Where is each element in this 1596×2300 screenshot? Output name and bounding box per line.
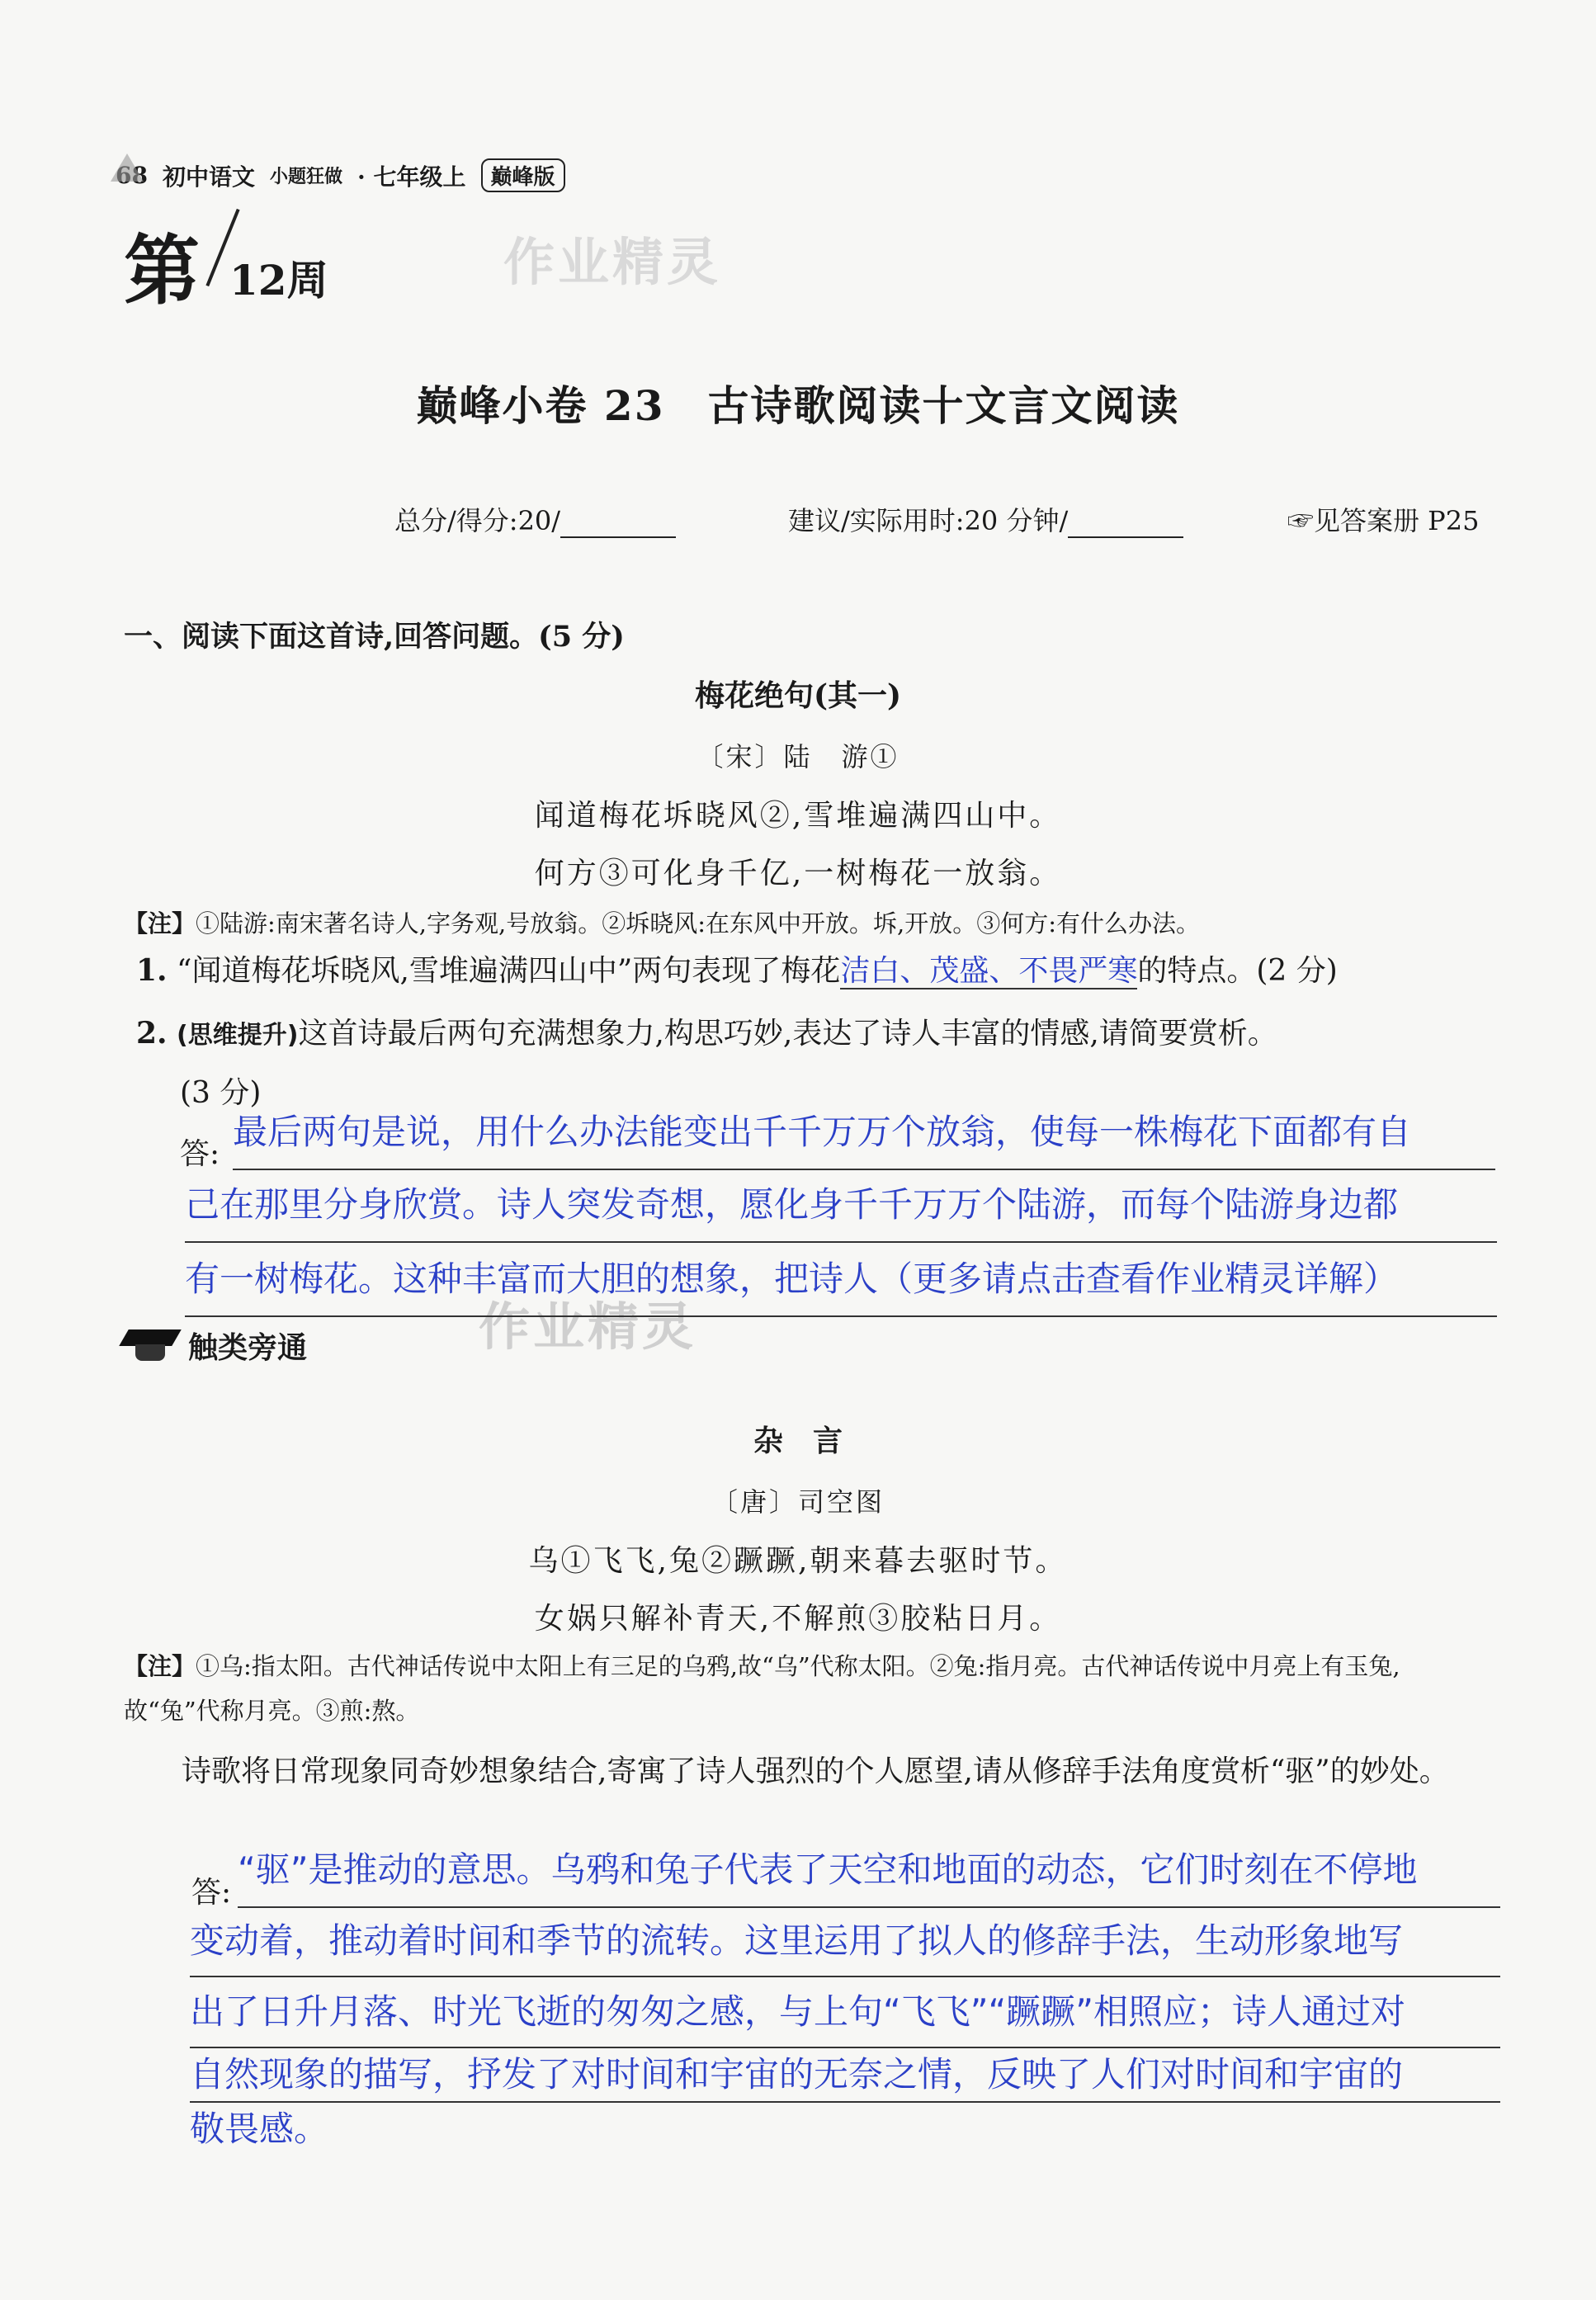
poem1-note (124, 901, 1485, 946)
section2-title: 触类旁通 (188, 1331, 308, 1365)
poem2-author: 〔唐〕司空图 (711, 1486, 885, 1518)
page-title: 巅峰小卷 23 古诗歌阅读十文言文阅读 (416, 381, 1180, 430)
q2-answer-line-1: 最后两句是说，用什么办法能变出千千万万个放翁，使每一株梅花下面都有自 (233, 1096, 1495, 1170)
poem2-note (124, 1644, 1485, 1733)
poem2-line-1: 乌①飞飞,兔②蹶蹶,朝来暮去驱时节。 (528, 1544, 1068, 1578)
note-text: ①陆游:南宋著名诗人,字务观,号放翁。②坼晓风:在东风中开放。坼,开放。③何方:有什么办法。 (196, 909, 1200, 937)
poem2-line-2: 女娲只解补青天,不解煎③胶粘日月。 (534, 1602, 1062, 1636)
section1-heading: 一、阅读下面这首诗,回答问题。(5 分) (124, 620, 625, 654)
q2-tag: (思维提升) (177, 1021, 299, 1050)
s2-answer-line-2: 变动着，推动着时间和季节的流转。这里运用了拟人的修辞手法，生动形象地写 (190, 1906, 1500, 1977)
q2-answer-cont[interactable] (185, 1169, 1497, 1317)
q1-number: 1. (136, 953, 168, 988)
note2-text: ①乌:指太阳。古代神话传说中太阳上有三足的乌鸦,故“乌”代称太阳。②兔:指月亮。古代神话传说中月亮上有玉兔,故“兔”代称月亮。③煎:熬。 (124, 1652, 1400, 1725)
s2-answer-line-1: “驱”是推动的意思。乌鸦和兔子代表了天空和地面的动态，它们时刻在不停地 (238, 1834, 1500, 1908)
section2-heading (124, 1325, 307, 1367)
q2-answer[interactable] (233, 1096, 1495, 1170)
q2-text: 这首诗最后两句充满想象力,构思巧妙,表达了诗人丰富的情感,请简要赏析。 (298, 1017, 1277, 1051)
triangle-icon (111, 153, 144, 182)
section2-answer[interactable] (238, 1834, 1500, 1908)
note2-label: 【注】 (124, 1652, 196, 1680)
time-label: 建议/实际用时:20 分钟/ (788, 505, 1069, 536)
s2-answer-line-5: 敬畏感。 (190, 2109, 329, 2149)
poem1-line-1: 闻道梅花坼晓风②,雪堆遍满四山中。 (534, 799, 1062, 833)
running-header (116, 158, 565, 192)
book-name: 初中语文 (162, 163, 255, 191)
q2-answer-line-3: 有一树梅花。这种丰富而大胆的想象，把诗人（更多请点击查看作业精灵详解） (185, 1243, 1497, 1317)
question-2 (136, 1010, 1498, 1052)
q2-answer-label: 答: (180, 1137, 220, 1171)
edition-badge: 巅峰版 (481, 158, 565, 192)
poem2-title: 杂 言 (753, 1424, 843, 1458)
q1-answer[interactable]: 洁白、茂盛、不畏严寒 (840, 954, 1138, 988)
time-blank[interactable] (1068, 512, 1183, 538)
week-number: 12周 (229, 256, 328, 305)
score-total (394, 500, 676, 538)
brand-logo: 小题狂做 (269, 166, 342, 187)
q2-number: 2. (136, 1016, 168, 1051)
score-total-label: 总分/得分:20/ (394, 505, 561, 536)
watermark: 作业精灵 (503, 232, 722, 292)
s2-answer-line-4: 自然现象的描写，抒发了对时间和宇宙的无奈之情，反映了人们对时间和宇宙的 (190, 2048, 1500, 2103)
watermark-2: 作业精灵 (479, 1296, 697, 1357)
graduation-cap-icon (124, 1329, 177, 1363)
s2-answer-line-3: 出了日升月落、时光飞逝的匆匆之感，与上句“飞飞”“蹶蹶”相照应；诗人通过对 (190, 1977, 1500, 2048)
time-field (788, 500, 1183, 538)
section2-answer-cont[interactable] (190, 1906, 1500, 2156)
answer-reference: ☞见答案册 P25 (1287, 505, 1480, 536)
poem1-title: 梅花绝句(其一) (694, 678, 902, 713)
section2-question: 诗歌将日常现象同奇妙想象结合,寄寓了诗人强烈的个人愿望,请从修辞手法角度赏析“驱”的妙处。 (182, 1755, 1449, 1788)
q1-text: “闻道梅花坼晓风,雪堆遍满四山中”两句表现了梅花 (177, 954, 841, 988)
note-label: 【注】 (124, 909, 196, 937)
grade-label: · 七年级上 (357, 163, 466, 191)
q1-score: 的特点。(2 分) (1137, 954, 1338, 988)
q2-answer-line-2: 己在那里分身欣赏。诗人突发奇想，愿化身千千万万个陆游，而每个陆游身边都 (185, 1169, 1497, 1243)
score-blank[interactable] (560, 512, 676, 538)
q2-score: (3 分) (180, 1076, 262, 1110)
page-number: 68 (116, 162, 148, 189)
poem1-author: 〔宋〕陆 游① (696, 741, 900, 772)
question-1 (136, 947, 1338, 989)
poem1-line-2: 何方③可化身千亿,一树梅花一放翁。 (534, 857, 1062, 890)
week-prefix: 第 (124, 226, 201, 315)
section2-answer-label: 答: (191, 1876, 232, 1910)
